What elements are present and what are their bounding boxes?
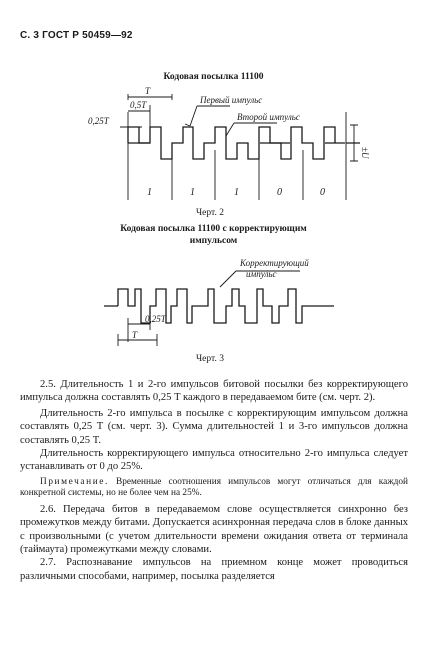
note-label: Примечание.: [40, 476, 109, 487]
fig3-t-label: T: [132, 330, 138, 340]
fig2-amplitude-label: ±U: [360, 147, 370, 159]
note: [20, 477, 408, 500]
fig2-second-pulse-label: Второй импульс: [237, 112, 300, 122]
fig2-bit-2: 1: [190, 187, 195, 198]
figure3-caption: Черт. 3: [196, 354, 224, 364]
fig2-bit-3: 1: [234, 187, 239, 198]
para-2-6: 2.6. Передача битов в передаваемом слове осуществляется синхронно без промежутков между битами. Допускается асинхронная передача слов в блоке данных с произвольными (с учетом длительности времени ожидания ответа от терминала (таймаута) промежутками между словами.: [20, 503, 408, 556]
fig2-bit-1: 1: [147, 187, 152, 198]
figure3-title-line1: Кодовая посылка 11100 с корректирующим: [120, 224, 307, 234]
fig3-corrective-label-2: импульс: [246, 269, 277, 279]
para-2-7: 2.7. Распознавание импульсов на приемном конце может проводиться различными способами, например, посылка разделяется: [20, 557, 408, 582]
fig2-first-pulse-label: Первый импульс: [200, 95, 263, 105]
fig2-025t-label: 0,25T: [88, 116, 109, 126]
para-corrective: Длительность 2-го импульса в посылке с корректирующим импульсом должна составлять 0,25 T (см. черт. 3). Сумма длительностей 1 и 3-го импульсов должна составлять 0,25 T.: [20, 407, 408, 446]
page-header: С. 3 ГОСТ Р 50459—92: [20, 30, 133, 41]
fig2-05t-label: 0,5T: [130, 100, 147, 110]
body-text: [20, 378, 408, 583]
fig2-bit-5: 0: [320, 187, 325, 198]
note-body: Временные соотношения импульсов могут отличаться для каждой конкретной системы, но не более чем на 25%.: [20, 476, 408, 499]
fig3-025t-label: 0,25T: [145, 314, 166, 324]
figure3-title-line2: импульсом: [189, 236, 238, 246]
para-2-5: 2.5. Длительность 1 и 2-го импульсов битовой посылки без корректирующего импульса должна составлять 0,25 T каждого в передаваемом бите (см. черт. 2).: [20, 379, 408, 404]
fig2-bit-4: 0: [277, 187, 282, 198]
para-corrective-2: Длительность корректирующего импульса относительно 2-го импульса следует устанавливать от 0 до 25%.: [20, 448, 408, 473]
fig3-corrective-label-1: Корректирующий: [240, 258, 309, 268]
figure2-caption: Черт. 2: [196, 208, 224, 218]
fig2-t-label: T: [145, 86, 151, 96]
figure2-title: Кодовая посылка 11100: [163, 72, 264, 82]
